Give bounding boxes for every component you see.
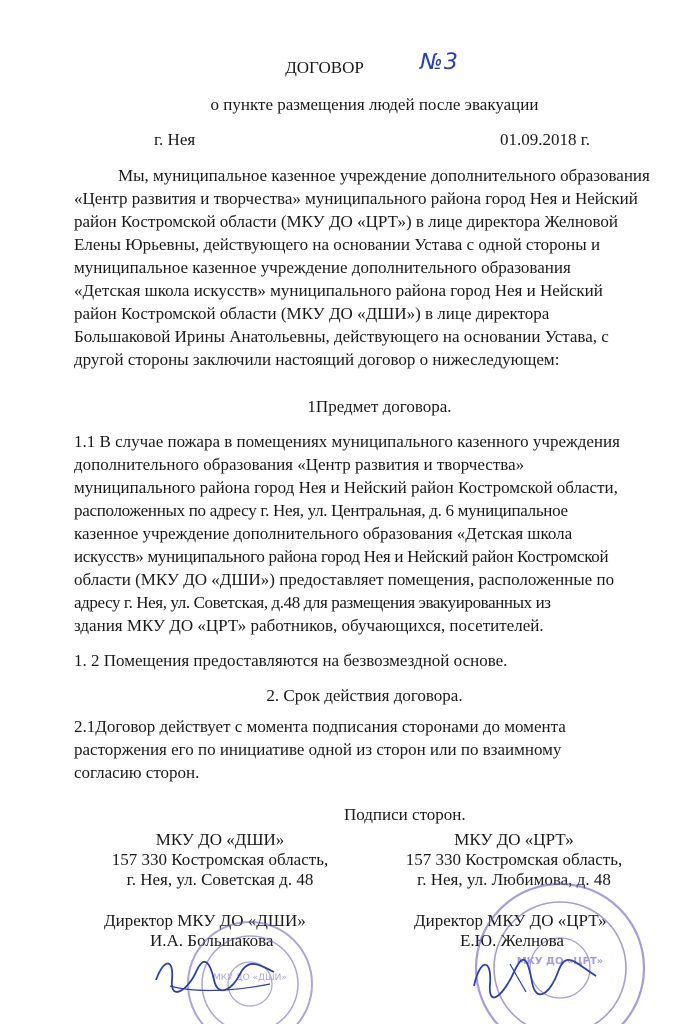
intro-line-text: район Костромской области (МКУ ДО «ДШИ») в лице директора <box>74 304 550 323</box>
s1-line: адресу г. Нея, ул. Советская, д.48 для размещения эвакуированных из <box>74 593 551 612</box>
intro-line <box>74 304 632 324</box>
intro-line <box>74 212 632 232</box>
contract-number-handwritten: №3 <box>420 50 459 75</box>
left-address1: 157 330 Костромская область, <box>111 850 329 869</box>
left-org: МКУ ДО «ДШИ» <box>155 830 285 849</box>
intro-line <box>74 189 638 209</box>
intro-line-text: район Костромской области (МКУ ДО «ЦРТ») в лице директора Желновой <box>74 212 618 231</box>
s2-line: 2.1Договор действует с момента подписания сторонами до момента <box>74 717 566 736</box>
intro-line-text: «Детская школа искусств» муниципального района город Нея и Нейский <box>74 281 603 300</box>
s1-line: расположенных по адресу г. Нея, ул. Центральная, д. 6 муниципальное <box>74 501 568 520</box>
left-signature-icon <box>150 950 280 1000</box>
right-name: Е.Ю. Желнова <box>460 931 564 950</box>
s1-line: здания МКУ ДО «ЦРТ» работников, обучающихся, посетителей. <box>74 616 544 635</box>
intro-line-text: муниципальное казенное учреждение дополнительного образования <box>74 258 571 277</box>
intro-line-text: «Центр развития и творчества» муниципального района город Нея и Нейский <box>74 189 638 208</box>
intro-line-text: Большаковой Ирины Анатольевны, действующего на основании Устава, с <box>74 327 609 346</box>
intro-line-text: Елены Юрьевны, действующего на основании Устава с одной стороны и <box>74 235 601 254</box>
right-org: МКУ ДО «ЦРТ» <box>454 830 574 849</box>
s1-line: 1.1 В случае пожара в помещениях муниципального казенного учреждения <box>74 432 620 451</box>
s1-line: дополнительного образования «Центр развития и творчества» <box>74 455 525 474</box>
right-position: Директор МКУ ДО «ЦРТ» <box>414 911 607 930</box>
section2-heading: 2. Срок действия договора. <box>266 686 463 705</box>
intro-line: другой стороны заключили настоящий договор о нижеследующем: <box>74 350 560 369</box>
s2-line: расторжения его по инициативе одной из сторон или по взаимному <box>74 740 562 759</box>
intro-line <box>74 235 632 255</box>
left-name: И.А. Большакова <box>150 931 274 950</box>
s1-line: области (МКУ ДО «ДШИ») предоставляет помещения, расположенные по <box>74 570 615 589</box>
intro-line: Мы, муниципальное казенное учреждение дополнительного образования <box>118 166 650 185</box>
left-address2: г. Нея, ул. Советская д. 48 <box>126 870 314 889</box>
s2-line: согласию сторон. <box>74 763 200 782</box>
intro-line <box>74 327 632 347</box>
date: 01.09.2018 г. <box>500 130 591 149</box>
right-stamp-text: МКУ ДО «ЦРТ» <box>516 956 604 967</box>
document-title <box>0 58 689 78</box>
intro-line <box>74 258 632 278</box>
left-position: Директор МКУ ДО «ДШИ» <box>104 911 306 930</box>
s1-line: искусств» муниципального района город Нея и Нейский район Костромской <box>74 547 609 566</box>
s1-line: казенное учреждение дополнительного образования «Детская школа <box>74 524 573 543</box>
right-address1: 157 330 Костромская область, <box>405 850 623 869</box>
title-text: ДОГОВОР <box>285 58 364 77</box>
intro-line <box>74 281 632 301</box>
right-address2: г. Нея, ул. Любимова, д. 48 <box>417 870 611 889</box>
left-stamp-text: МКУ ДО «ДШИ» <box>213 973 287 983</box>
s1-line: муниципального района город Нея и Нейский район Костромской области, <box>74 478 618 497</box>
section1-heading: 1Предмет договора. <box>307 397 452 416</box>
document-subtitle: о пункте размещения людей после эвакуации <box>210 95 539 114</box>
section1-paragraph2: 1. 2 Помещения предоставляются на безвозмездной основе. <box>74 651 508 670</box>
signatures-heading: Подписи сторон. <box>344 805 466 824</box>
right-signature-icon <box>470 952 600 1002</box>
city: г. Нея <box>154 130 196 149</box>
